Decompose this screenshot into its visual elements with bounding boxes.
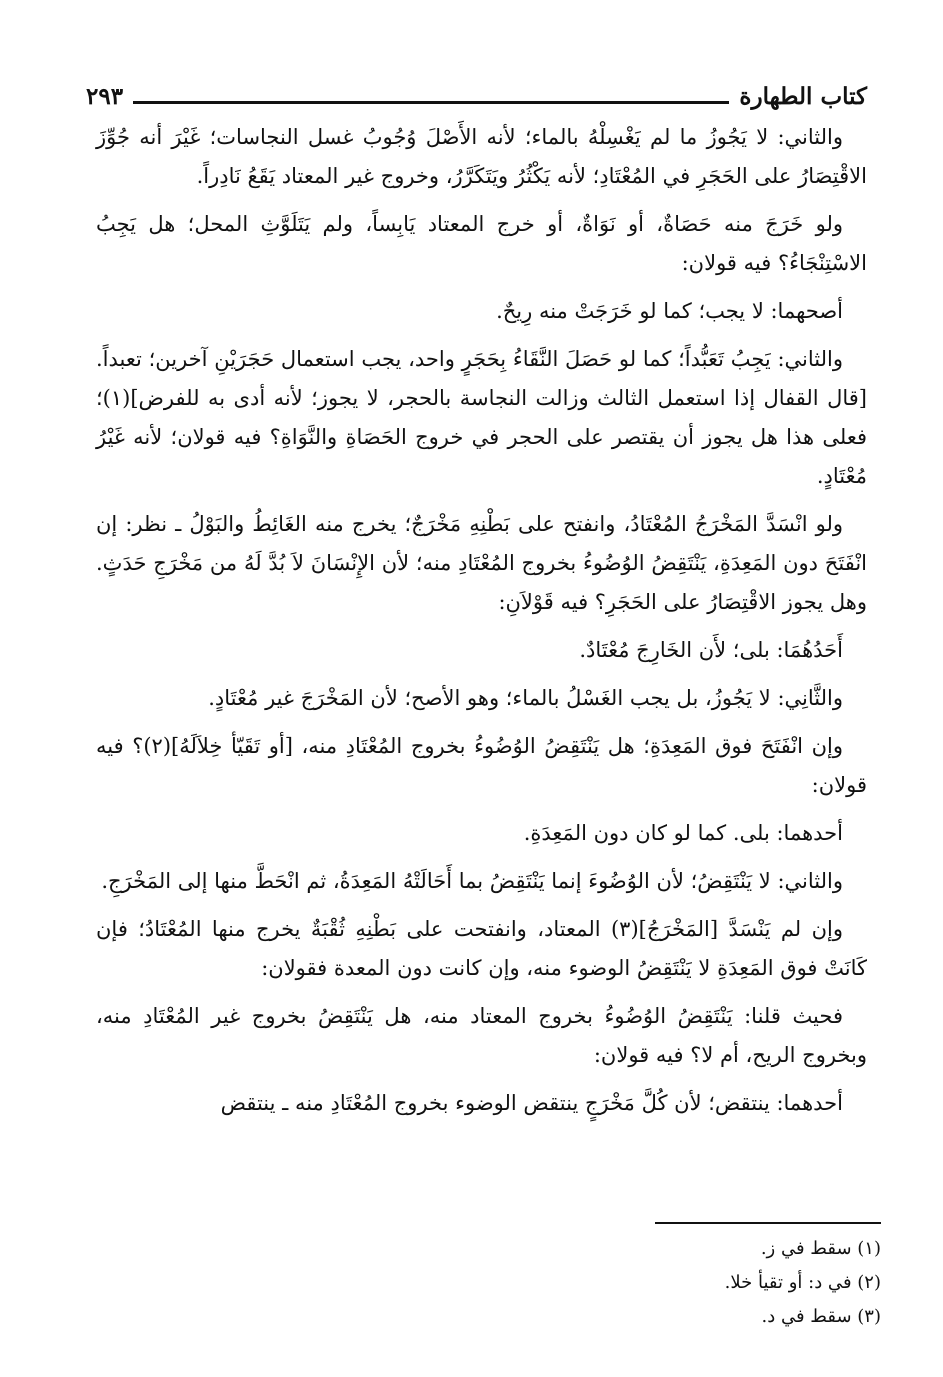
footnote: (٢) في د: أو تقيأ خلا. [724, 1272, 881, 1293]
page-header [86, 62, 867, 110]
paragraph: والثاني: لا يَنْتَقِضُ؛ لأن الوُضُوءَ إنما يَنْتَقِضُ بما أَحَالَتْهُ المَعِدَةُ، ثم انْحَطَّ منها إلى المَخْرَجِ. [101, 869, 843, 893]
footnote: (١) سقط في ز. [760, 1238, 881, 1259]
paragraph: ولو خَرَجَ منه حَصَاةٌ، أو نَوَاةٌ، أو خرج المعتاد يَابِساً، ولم يَتَلَوَّثِ المحل؛ هل يَجِبُ الاسْتِنْجَاءُ؟ فيه قولان: [96, 212, 867, 275]
paragraph: وإن لم يَنْسَدَّ [المَخْرَجُ](٣) المعتاد، وانفتحت على بَطْنِهِ ثُقْبَةٌ يخرج منها المُعْتَادُ؛ فإن كَانَتْ فوق المَعِدَةِ لا يَنْتَقِضُ الوضوء منه، وإن كانت دون المعدة فقولان: [96, 917, 867, 980]
paragraph: أحدهما: بلى. كما لو كان دون المَعِدَةِ. [523, 821, 843, 845]
header-divider [133, 101, 729, 104]
paragraph: والثاني: لا يَجُوزُ ما لم يَغْسِلْهُ بالماء؛ لأنه الأَصْلَ وُجُوبُ غسل النجاسات؛ غَيْرَ أنه جُوِّزَ الاقْتِصَارُ على الحَجَرِ في المُعْتَادِ؛ لأنه يَكْثُرُ ويَتَكَرَّرُ، وخروج غير المعتاد يَقَعُ نَادِراً. [96, 125, 867, 188]
paragraph: وإن انْفَتَحَ فوق المَعِدَةِ؛ هل يَنْتَقِضُ الوُضُوءُ بخروج المُعْتَادِ منه، [أو تَقَيّأ خِلاَلَهُ](٢)؟ فيه قولان: [96, 734, 867, 797]
footnote-divider [655, 1222, 881, 1224]
paragraph: أصحهما: لا يجب؛ كما لو خَرَجَتْ منه رِيحٌ. [496, 299, 843, 323]
footnotes [481, 1232, 881, 1334]
paragraph: والثاني: يَجِبُ تَعَبُّداً؛ كما لو حَصَلَ النَّقَاءُ بِحَجَرٍ واحد، يجب استعمال حَجَرَيْنِ آخرين؛ تعبداً. [قال القفال إذا استعمل الثالث وزالت النجاسة بالحجر، لا يجوز؛ لأنه أدى به للفرض](١)؛ فعلى هذا هل يجوز أن يقتصر على الحجر في خروج الحَصَاةِ والنَّوَاةِ؟ فيه قولان؛ لأنه غَيْرُ مُعْتَادٍ. [96, 347, 867, 488]
paragraph: أحدهما: ينتقض؛ لأن كُلَّ مَخْرَجٍ ينتقض الوضوء بخروج المُعْتَادِ منه ـ ينتقض [220, 1091, 843, 1115]
paragraph: ولو انْسَدَّ المَخْرَجُ المُعْتَادُ، وانفتح على بَطْنِهِ مَخْرَجٌ؛ يخرج منه الغَائِطُ والبَوْلُ ـ نظر: إن انْفَتَحَ دون المَعِدَةِ، يَنْتَقِضُ الوُضُوءُ بخروج المُعْتَادِ منه؛ لأن الإِنْسَانَ لاَ بُدَّ لَهُ من مَخْرَجِ حَدَثٍ. وهل يجوز الاقْتِصَارُ على الحَجَرِ؟ فيه قَوْلاَنِ: [96, 512, 867, 614]
main-text [96, 118, 867, 1132]
paragraph: أَحَدُهُمَا: بلى؛ لأَن الخَارِجَ مُعْتَادٌ. [579, 638, 843, 662]
paragraph: فحيث قلنا: يَنْتَقِضُ الوُضُوءُ بخروج المعتاد منه، هل يَنْتَقِضُ بخروج غير المُعْتَادِ منه، وبخروج الريح، أم لا؟ فيه قولان: [96, 1004, 867, 1067]
page-number: ٢٩٣ [86, 83, 124, 110]
paragraph: والثَّانِي: لا يَجُوزُ، بل يجب الغَسْلُ بالماء؛ وهو الأصح؛ لأن المَخْرَجَ غير مُعْتَادٍ. [208, 686, 843, 710]
book-title: كتاب الطهارة [739, 83, 867, 110]
footnote: (٣) سقط في د. [761, 1306, 881, 1327]
